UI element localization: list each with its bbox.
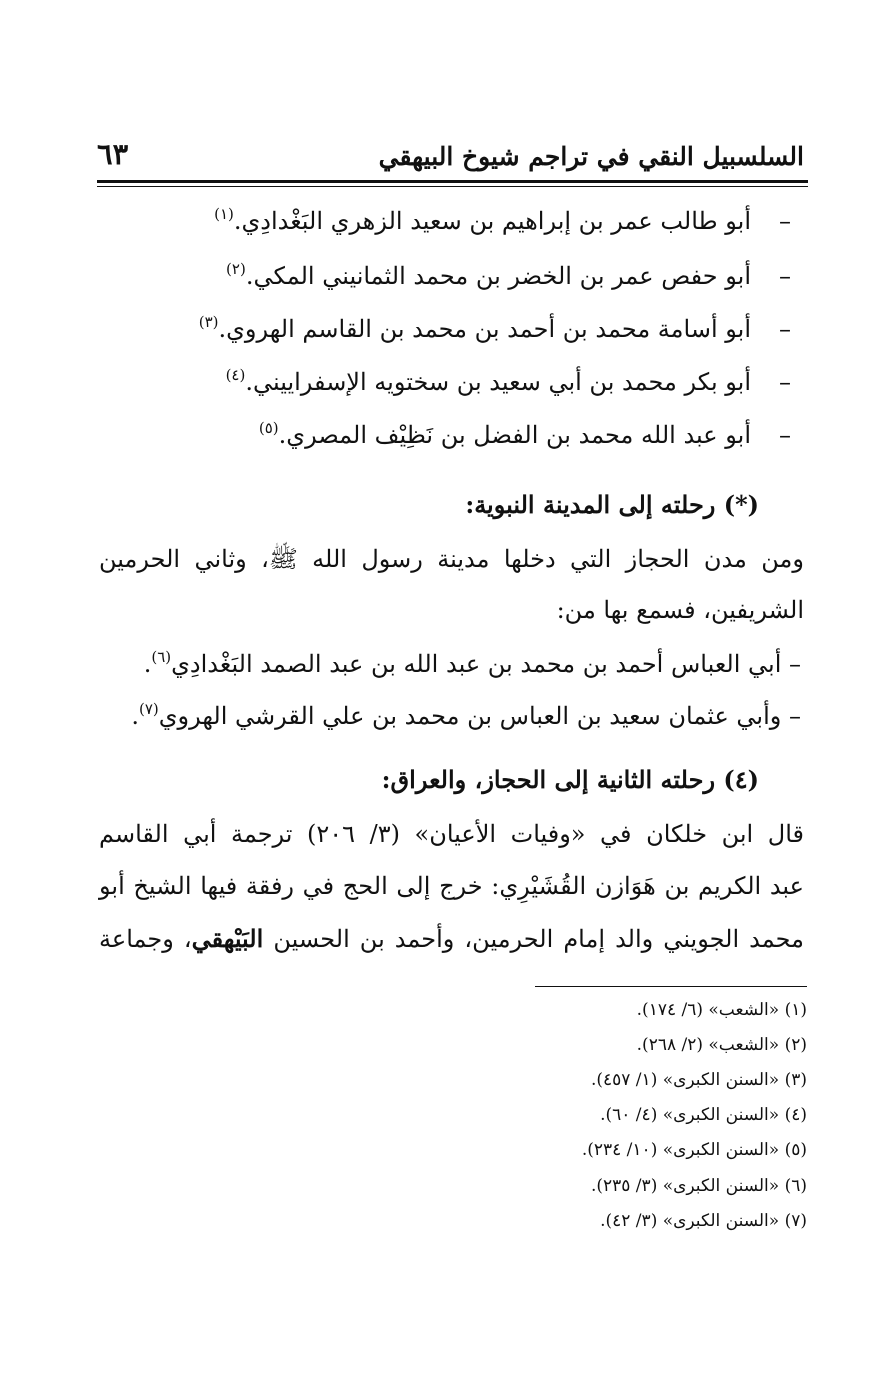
list-item-text: أبو حفص عمر بن الخضر بن محمد الثمانيني المكي. (245, 262, 751, 290)
running-header-title: السلسبيل النقي في تراجم شيوخ البيهقي (378, 142, 804, 171)
list-item-text: أبو طالب عمر بن إبراهيم بن سعيد الزهري البَغْدادِي. (233, 207, 751, 235)
paragraph-line: ومن مدن الحجاز التي دخلها مدينة رسول الله ﷺ، وثاني الحرمين (99, 545, 804, 573)
list-item (131, 700, 801, 730)
paragraph-text: ، وجماعة (99, 925, 192, 953)
list-item-text: أبو بكر محمد بن أبي سعيد بن سختويه الإسفراييني. (245, 368, 751, 396)
list-dash: – (779, 368, 791, 396)
list-item (199, 313, 791, 343)
section-heading: (*) رحلته إلى المدينة النبوية: (465, 490, 759, 519)
paragraph-bold-name: البَيْهقي (191, 924, 264, 953)
footnote-ref: (٧) (138, 700, 159, 718)
list-item-text: – وأبي عثمان سعيد بن العباس بن محمد بن علي القرشي الهروي (158, 702, 801, 730)
list-item-end: . (131, 702, 139, 730)
footnote-separator (535, 986, 807, 987)
list-item-text: أبو عبد الله محمد بن الفضل بن نَظِيْف المصري. (278, 421, 751, 449)
list-item (214, 205, 791, 235)
footnote: (٦) «السنن الكبرى» (٣/ ٢٣٥). (590, 1176, 807, 1196)
footnote-ref: (٥) (258, 419, 279, 437)
footnote-ref: (٣) (198, 313, 219, 331)
list-item (226, 366, 791, 396)
list-dash: – (779, 262, 791, 290)
list-dash: – (779, 421, 791, 449)
footnote-ref: (٤) (225, 366, 246, 384)
footnote: (٧) «السنن الكبرى» (٣/ ٤٢). (600, 1211, 807, 1231)
footnote: (٥) «السنن الكبرى» (١٠/ ٢٣٤). (581, 1140, 807, 1160)
paragraph-line: قال ابن خلكان في «وفيات الأعيان» (٣/ ٢٠٦) ترجمة أبي القاسم (99, 820, 804, 848)
list-item (144, 648, 801, 678)
footnote: (٤) «السنن الكبرى» (٤/ ٦٠). (600, 1105, 807, 1125)
section-heading: (٤) رحلته الثانية إلى الحجاز، والعراق: (381, 765, 759, 794)
list-item-text: – أبي العباس أحمد بن محمد بن عبد الله بن عبد الصمد البَغْدادِي (171, 650, 801, 678)
paragraph-line (99, 924, 804, 953)
header-rule (97, 180, 808, 183)
list-dash: – (779, 315, 791, 343)
footnote: (٣) «السنن الكبرى» (١/ ٤٥٧). (590, 1070, 807, 1090)
paragraph-line: عبد الكريم بن هَوَازن القُشَيْرِي: خرج إلى الحج في رفقة فيها الشيخ أبو (99, 872, 804, 900)
paragraph-line: الشريفين، فسمع بها من: (556, 596, 804, 624)
footnote-ref: (٦) (151, 648, 172, 666)
paragraph-text: محمد الجويني والد إمام الحرمين، وأحمد بن الحسين (263, 925, 804, 953)
header-rule-thin (97, 186, 808, 187)
list-item-text: أبو أسامة محمد بن أحمد بن محمد بن القاسم الهروي. (218, 315, 751, 343)
list-item (226, 260, 791, 290)
footnote: (١) «الشعب» (٦/ ١٧٤). (636, 1000, 807, 1020)
list-item (259, 419, 791, 449)
footnote-ref: (٢) (226, 260, 246, 278)
footnote: (٢) «الشعب» (٢/ ٢٦٨). (636, 1035, 807, 1055)
page-number: ٦٣ (97, 137, 129, 171)
list-dash: – (779, 207, 791, 235)
footnote-ref: (١) (214, 205, 234, 223)
list-item-end: . (143, 650, 152, 678)
